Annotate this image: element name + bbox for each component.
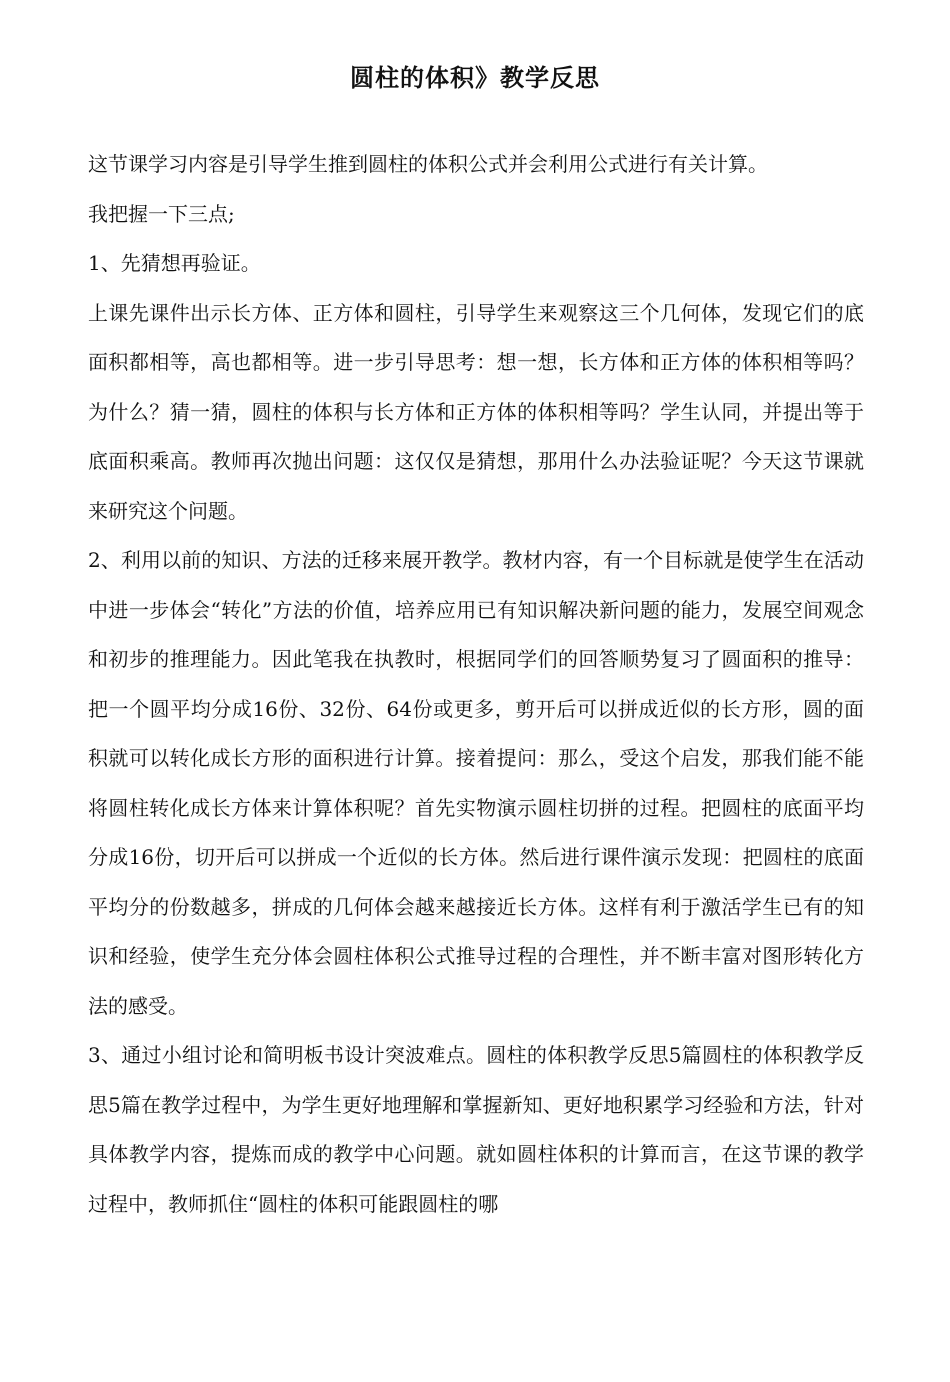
paragraph-point-3: 3、通过小组讨论和简明板书设计突波难点。圆柱的体积教学反思5篇圆柱的体积教学反思5篇在教学过程中，为学生更好地理解和掌握新知、更好地积累学习经验和方法，针对具体教学内容，提炼而成的教学中心问题。就如圆柱体积的计算而言，在这节课的教学过程中，教师抓住“圆柱的体积可能跟圆柱的哪 (88, 1043, 864, 1216)
paragraph-three-points: 我把握一下三点; (88, 201, 235, 226)
paragraph-point-2: 2、利用以前的知识、方法的迁移来展开教学。教材内容，有一个目标就是使学生在活动中进一步体会“转化”方法的价值，培养应用已有知识解决新问题的能力，发展空间观念和初步的推理能力。因此笔我在执教时，根据同学们的回答顺势复习了圆面积的推导：把一个圆平均分成16份、32份、64份或更多，剪开后可以拼成近似的长方形，圆的面积就可以转化成长方形的面积进行计算。接着提问：那么，受这个启发，那我们能不能将圆柱转化成长方体来计算体积呢？首先实物演示圆柱切拼的过程。把圆柱的底面平均分成16份，切开后可以拼成一个近似的长方体。然后进行课件演示发现：把圆柱的底面平均分的份数越多，拼成的几何体会越来越接近长方体。这样有利于激活学生已有的知识和经验，使学生充分体会圆柱体积公式推导过程的合理性，并不断丰富对图形转化方法的感受。 (88, 548, 864, 1018)
document-body (88, 140, 864, 1229)
paragraph-intro: 这节课学习内容是引导学生推到圆柱的体积公式并会利用公式进行有关计算。 (88, 152, 768, 176)
paragraph-point-1-heading: 1、先猜想再验证。 (88, 251, 261, 275)
document-title: 圆柱的体积》教学反思 (350, 64, 600, 92)
paragraph-point-1-body: 上课先课件出示长方体、正方体和圆柱，引导学生来观察这三个几何体，发现它们的底面积都相等，高也都相等。进一步引导思考：想一想，长方体和正方体的体积相等吗？为什么？猜一猜，圆柱的体积与长方体和正方体的体积相等吗？学生认同，并提出等于底面积乘高。教师再次抛出问题：这仅仅是猜想，那用什么办法验证呢？今天这节课就来研究这个问题。 (88, 300, 864, 523)
